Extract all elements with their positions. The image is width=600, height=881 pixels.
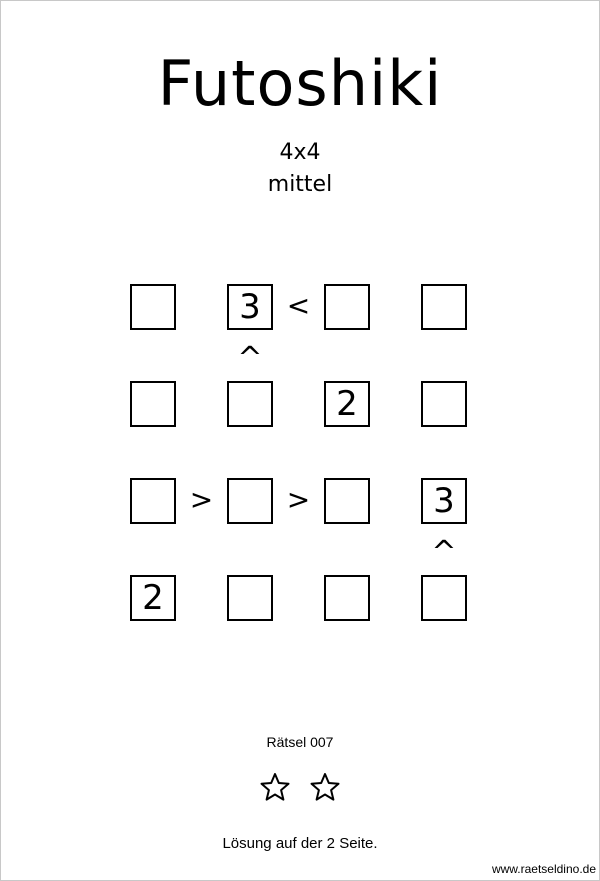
grid-cell-r1-c2[interactable]: 3	[227, 284, 273, 330]
star-icon	[260, 772, 290, 802]
grid-cell-r3-c4[interactable]: 3	[421, 478, 467, 524]
grid-size-label: 4x4	[279, 140, 321, 165]
grid-cell-r3-c1[interactable]	[130, 478, 176, 524]
grid-cell-r3-c2[interactable]	[227, 478, 273, 524]
difficulty-label: mittel	[267, 172, 333, 197]
difficulty-stars	[0, 772, 600, 802]
grid-cell-r2-c1[interactable]	[130, 381, 176, 427]
grid-cell-r1-c4[interactable]	[421, 284, 467, 330]
inequality-sign-vertical: ^	[237, 340, 263, 376]
solution-note: Lösung auf der 2 Seite.	[222, 835, 378, 852]
grid-cell-r4-c4[interactable]	[421, 575, 467, 621]
grid-cell-r2-c3[interactable]: 2	[324, 381, 370, 427]
inequality-sign-horizontal: >	[189, 483, 214, 516]
grid-cell-r4-c3[interactable]	[324, 575, 370, 621]
page-title: Futoshiki	[157, 47, 443, 120]
grid-cell-r1-c1[interactable]	[130, 284, 176, 330]
website-url: www.raetseldino.de	[491, 862, 596, 876]
grid-cell-r4-c2[interactable]	[227, 575, 273, 621]
grid-cell-r2-c2[interactable]	[227, 381, 273, 427]
grid-cell-r1-c3[interactable]	[324, 284, 370, 330]
inequality-sign-horizontal: >	[286, 483, 311, 516]
grid-cell-r4-c1[interactable]: 2	[130, 575, 176, 621]
grid-cell-r3-c3[interactable]	[324, 478, 370, 524]
inequality-sign-vertical: ^	[431, 534, 457, 570]
inequality-sign-horizontal: <	[286, 289, 311, 322]
star-icon	[310, 772, 340, 802]
grid-cell-r2-c4[interactable]	[421, 381, 467, 427]
puzzle-number: Rätsel 007	[266, 734, 334, 750]
